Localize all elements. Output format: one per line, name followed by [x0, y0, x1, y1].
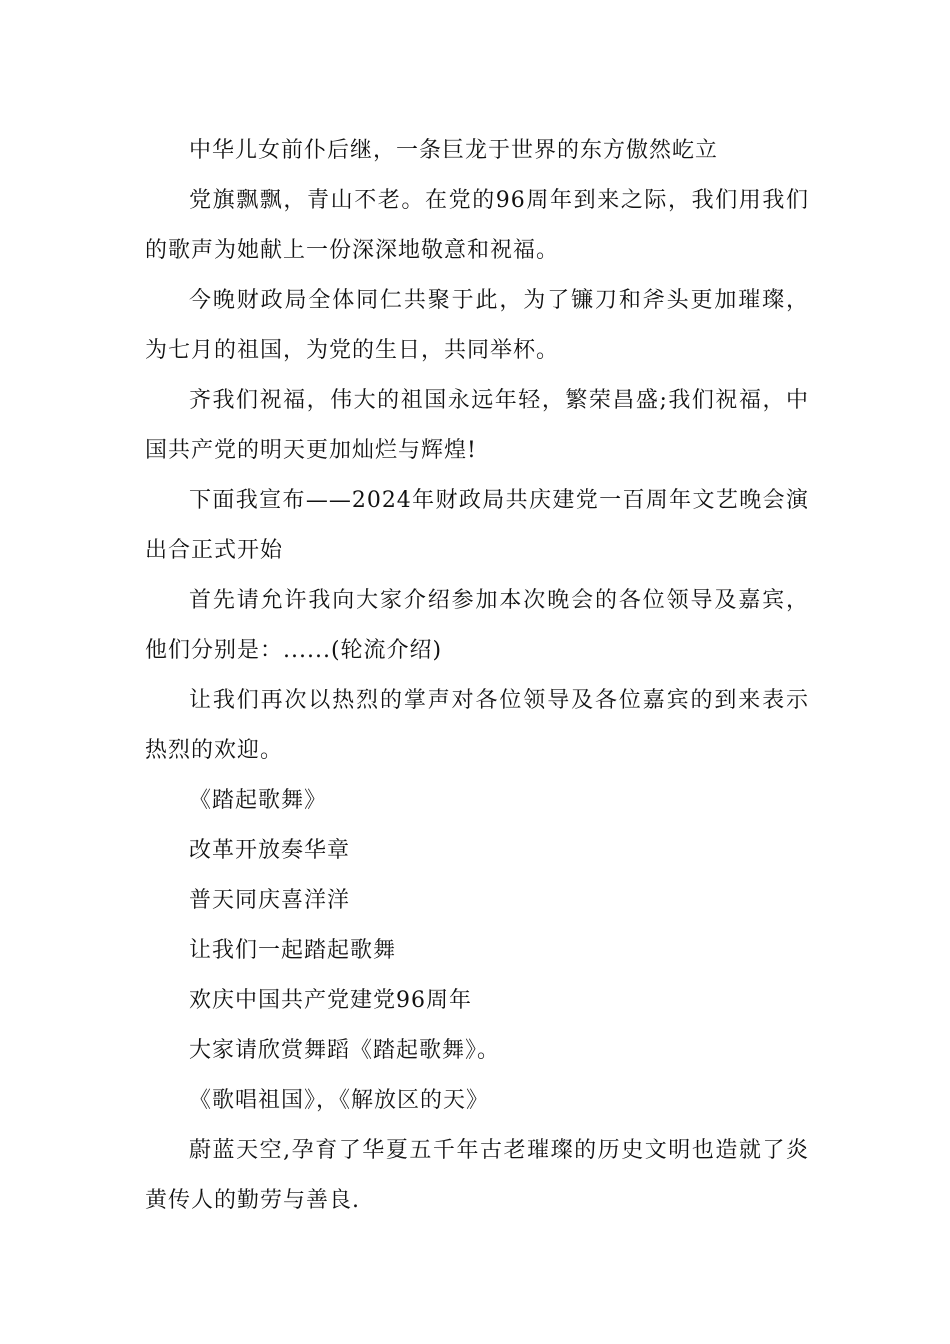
verse-line: 欢庆中国共产党建党96周年	[189, 988, 472, 1013]
paragraph: 蔚蓝天空,孕育了华夏五千年古老璀璨的历史文明也造就了炎黄传人的勤劳与善良.	[145, 1138, 809, 1213]
document-body	[145, 126, 809, 1226]
paragraph: 下面我宣布——2024年财政局共庆建党一百周年文艺晚会演出合正式开始	[145, 488, 809, 563]
paragraph: 今晚财政局全体同仁共聚于此，为了镰刀和斧头更加璀璨，为七月的祖国，为党的生日，共同举杯。	[145, 288, 809, 363]
paragraph: 首先请允许我向大家介绍参加本次晚会的各位领导及嘉宾，他们分别是：......(轮流介绍)	[145, 588, 809, 663]
program-title: 《歌唱祖国》，《解放区的天》	[189, 1088, 490, 1113]
verse-line: 普天同庆喜洋洋	[189, 888, 351, 913]
paragraph: 齐我们祝福，伟大的祖国永远年轻，繁荣昌盛;我们祝福，中国共产党的明天更加灿烂与辉煌!	[145, 388, 809, 463]
paragraph: 党旗飘飘，青山不老。在党的96周年到来之际，我们用我们的歌声为她献上一份深深地敬意和祝福。	[145, 188, 809, 263]
verse-line: 让我们一起踏起歌舞	[189, 938, 397, 963]
paragraph: 让我们再次以热烈的掌声对各位领导及各位嘉宾的到来表示热烈的欢迎。	[145, 688, 809, 763]
program-title: 《踏起歌舞》	[189, 788, 328, 813]
paragraph: 中华儿女前仆后继，一条巨龙于世界的东方傲然屹立	[189, 138, 719, 163]
verse-line: 改革开放奏华章	[189, 838, 351, 863]
paragraph: 大家请欣赏舞蹈《踏起歌舞》。	[189, 1038, 501, 1063]
